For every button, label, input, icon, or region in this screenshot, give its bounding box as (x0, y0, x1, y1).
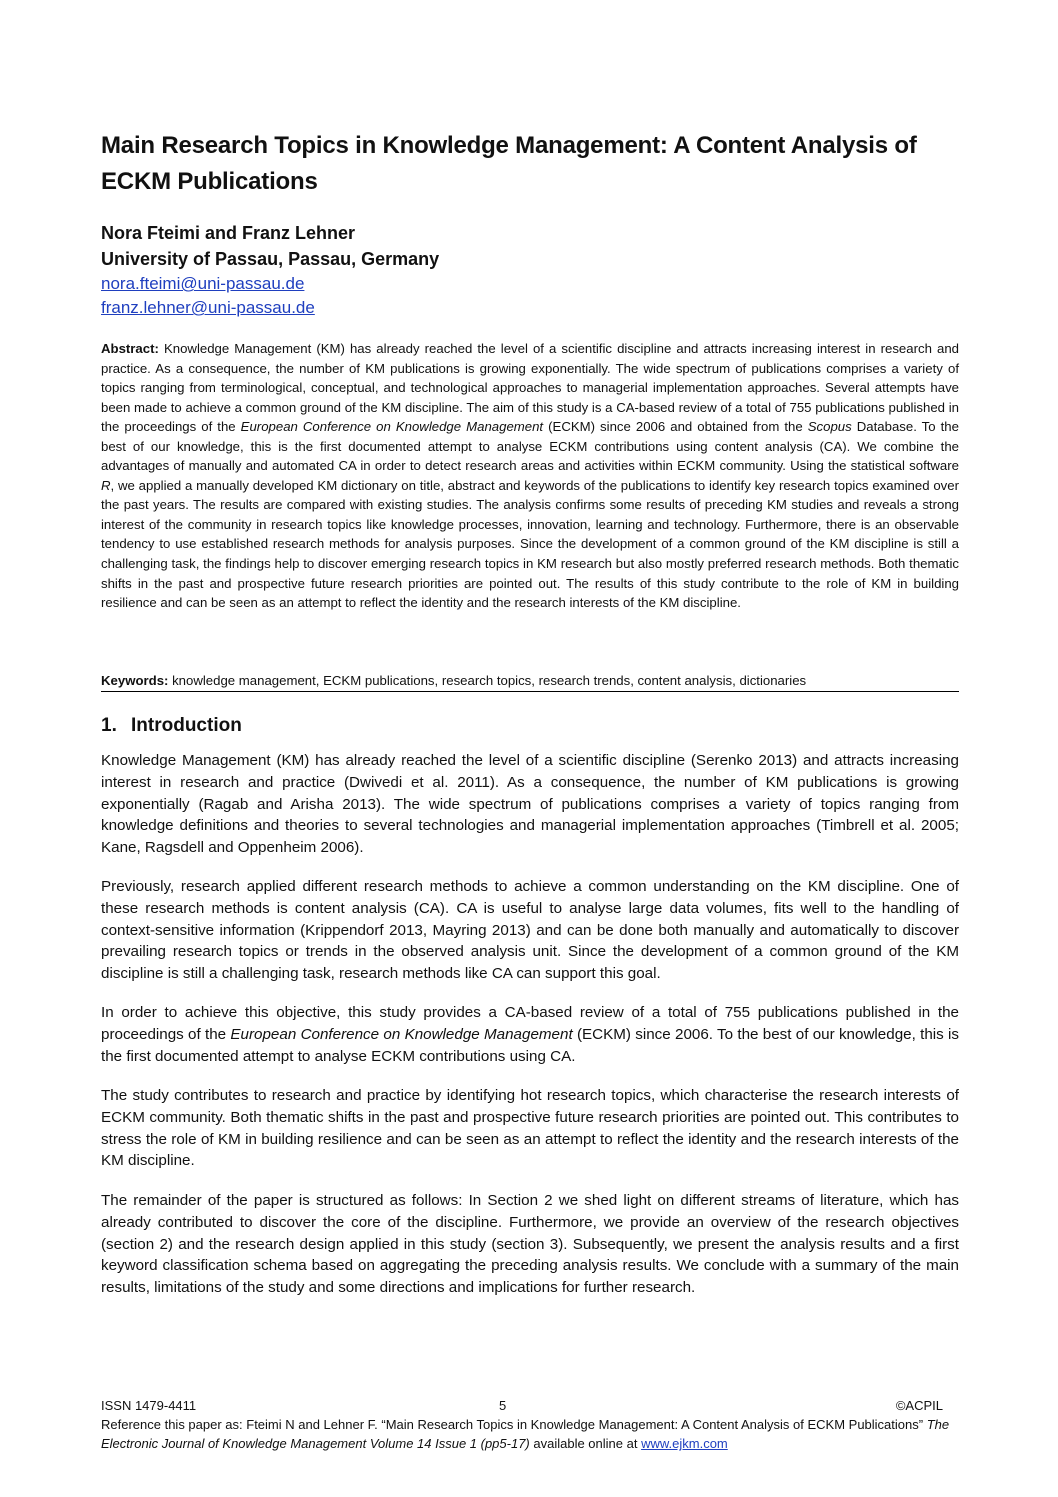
author-names: Nora Fteimi and Franz Lehner (101, 223, 356, 243)
journal-link[interactable]: www.ejkm.com (641, 1436, 728, 1451)
paragraph-text: In order to achieve this objective, this study provides a CA-based review of a total of 755 publications published in the proceedings of the (101, 1004, 959, 1043)
keywords-text: knowledge management, ECKM publications, research topics, research trends, content analysis, dictionaries (168, 673, 807, 688)
abstract-text: Database. To the best of our knowledge, this is the first documented attempt to analyse ECKM contributions using content analysis (CA). We combine the advantages of manually and automated CA in order to detect research areas and activities within ECKM community. Using the statistical software (101, 419, 959, 474)
reference-text: available online at (529, 1436, 642, 1451)
paragraph-4: The study contributes to research and practice by identifying hot research topics, which characterise the research interests of ECKM community. Both thematic shifts in the past and prospective future research priorities are pointed out. This contributes to stress the role of KM in building resilience and can be seen as an attempt to reflect the identity and the research interests of the KM discipline. (101, 1087, 959, 1170)
page-number: 5 (499, 1398, 507, 1413)
reference-journal: The Electronic Journal of Knowledge Management Volume 14 Issue 1 (pp5-17) (101, 1417, 950, 1451)
paragraph-1: Knowledge Management (KM) has already reached the level of a scientific discipline (Serenko 2013) and attracts increasing interest in research and practice (Dwivedi et al. 2011). As a consequence, the number of KM publications is growing exponentially (Ragab and Arisha 2013). The wide spectrum of publications comprises a variety of topics ranging from knowledge definitions and theories to several technologies and managerial implementation approaches (Timbrell et al. 2005; Kane, Ragsdell and Oppenheim 2006). (101, 752, 959, 857)
email-link-lehner[interactable]: franz.lehner@uni-passau.de (101, 298, 315, 317)
abstract-text: Knowledge Management (KM) has already reached the level of a scientific discipline and attracts increasing interest in research and practice. As a consequence, the number of KM publications is growing exponentially. The wide spectrum of publications comprises a variety of topics ranging from terminological, conceptual, and technological approaches to managerial implementation approaches. Several attempts have been made to achieve a common ground of the KM discipline. The aim of this study is a CA-based review of a total of 755 publications published in the proceedings of the (101, 341, 959, 435)
copyright: ©ACPIL (895, 1398, 943, 1413)
abstract-text: , we applied a manually developed KM dictionary on title, abstract and keywords of the publications to identify key research topics examined over the past years. The results are compared with existing studies. The analysis confirms some results of preceding KM studies and reveals a strong interest of the community in research topics like knowledge processes, innovation, learning and technology. Furthermore, there is an observable tendency to use established research methods for analysis purposes. Since the development of a common ground of the KM discipline is still a challenging task, the findings help to discover emerging research topics in KM research but also mostly preferred research methods. Both thematic shifts in the past and prospective future research priorities are pointed out. The results of this study contribute to the role of KM in building resilience and can be seen as an attempt to reflect the identity and the research interests of the KM discipline. (101, 477, 959, 611)
section-title: Introduction (131, 715, 242, 736)
abstract (101, 339, 959, 613)
keywords-label: Keywords: (101, 673, 169, 688)
keywords (101, 671, 959, 690)
section-heading (101, 713, 242, 739)
paragraph-conference: European Conference on Knowledge Management (230, 1025, 573, 1043)
paragraph-3 (101, 1002, 959, 1067)
abstract-label: Abstract: (101, 341, 159, 356)
reference-text: Reference this paper as: Fteimi N and Lehner F. “Main Research Topics in Knowledge Management: A Content Analysis of ECKM Publications” (101, 1417, 927, 1432)
paragraph-5: The remainder of the paper is structured as follows: In Section 2 we shed light on different streams of literature, which has already contributed to discover the core of the discipline. Furthermore, we provide an overview of the research objectives (section 2) and the research design applied in this study (section 3). Subsequently, we present the analysis results and a first keyword classification schema based on aggregating the preceding analysis results. We conclude with a summary of the main results, limitations of the study and some directions and implications for further research. (101, 1192, 959, 1297)
abstract-text: (ECKM) since 2006 and obtained from the (543, 419, 808, 435)
paper-title: Main Research Topics in Knowledge Management: A Content Analysis of ECKM Publications (101, 132, 917, 195)
author-block (101, 220, 439, 272)
section-divider (101, 691, 959, 692)
affiliation: University of Passau, Passau, Germany (101, 249, 440, 269)
page-footer (101, 1396, 959, 1453)
footer-row (101, 1396, 959, 1415)
abstract-conference: European Conference on Knowledge Management (240, 419, 544, 435)
citation-reference (101, 1415, 959, 1453)
issn: ISSN 1479-4411 (101, 1398, 197, 1413)
abstract-software: R (101, 477, 111, 493)
paragraph-text: (ECKM) since 2006. To the best of our knowledge, this is the first documented attempt to analyse ECKM contributions using CA. (101, 1025, 959, 1065)
paragraph-2: Previously, research applied different research methods to achieve a common understanding on the KM discipline. One of these research methods is content analysis (CA). CA is useful to analyse large data volumes, fits well to the handling of context-sensitive information (Krippendorf 2013, Mayring 2013) and can be done both manually and automatically to discover prevailing research topics or trends in the observed analysis unit. Since the development of a common ground of the KM discipline is still a challenging task, research methods like CA can support this goal. (101, 878, 959, 983)
abstract-scopus: Scopus (807, 419, 852, 435)
section-number: 1. (101, 715, 117, 736)
email-link-fteimi[interactable]: nora.fteimi@uni-passau.de (101, 274, 305, 293)
